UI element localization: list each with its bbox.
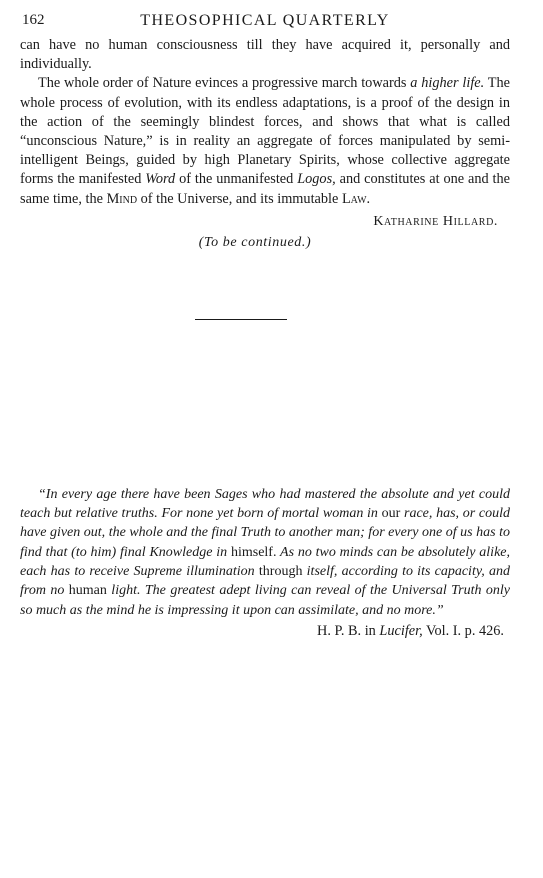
- running-title: THEOSOPHICAL QUARTERLY: [140, 12, 390, 29]
- paragraph-1: can have no human consciousness till they have acquired it, personally and individually.: [20, 37, 510, 73]
- p2-emphasis-higher-life: a higher life.: [410, 75, 485, 92]
- quote-roman-through: through: [258, 564, 303, 580]
- quote-roman-our: our: [381, 506, 401, 522]
- attribution-source: Lucifer,: [379, 622, 423, 639]
- p2-text-a: The whole order of Nature evinces a progressive march towards: [38, 75, 411, 92]
- quote-part-9: light. The greatest adept living can reveal of the Universal Truth only so much as the mind he is impressing it upon can assimilate, and no more.”: [20, 583, 511, 618]
- quote-part-7: itself, according to its capacity, and from no: [20, 564, 510, 599]
- author-signature: Katharine Hillard.: [373, 213, 498, 229]
- p2-smallcaps-mind: Mind: [106, 190, 138, 207]
- p2-smallcaps-law: Law: [341, 190, 367, 207]
- page: [20, 10, 510, 641]
- p2-text-g: and constitutes at one and the same time, the: [20, 171, 510, 207]
- quote-part-3: race, has, or could have given out, the whole and the final Truth to another man; for every one of us has to find that (to him) final Knowledge in: [20, 506, 510, 560]
- page-header: [20, 10, 510, 36]
- quote-attribution: [20, 622, 510, 641]
- quote-part-5: As no two minds can be absolutely alike, each has to receive Supreme illumination: [20, 544, 511, 580]
- quotation: [20, 485, 510, 620]
- p2-text-e: of the unmanifested: [175, 171, 298, 188]
- to-be-continued-text: (To be continued.): [198, 234, 312, 250]
- paragraph-2: [20, 74, 510, 208]
- quote-roman-himself: himself.: [230, 544, 277, 560]
- page-number: 162: [22, 12, 45, 28]
- quote-roman-human: human: [68, 583, 107, 599]
- attribution-reference: Vol. I. p. 426.: [422, 622, 504, 639]
- p2-emphasis-word: Word: [145, 171, 176, 188]
- p2-emphasis-logos: Logos,: [297, 171, 336, 188]
- p2-text-i: of the Universe, and its immutable: [137, 190, 342, 207]
- quote-part-1: “In every age there have been Sages who had mastered the absolute and yet could teach but relative truths. For none yet born of mortal woman in: [20, 486, 510, 522]
- section-divider: [195, 319, 287, 320]
- p2-text-c: The whole process of evolution, with its endless adaptations, is a proof of the design in the action of the seemingly blindest forces, and shows that what is called “unconscious Nature,” is in reality an aggregate of forces manipulated by semi-intelligent Beings, guided by high Planetary Spirits, whose collective aggregate forms the manifested: [20, 75, 510, 188]
- attribution-author: H. P. B. in: [317, 622, 380, 639]
- p2-text-k: .: [366, 190, 371, 207]
- to-be-continued: [20, 233, 510, 252]
